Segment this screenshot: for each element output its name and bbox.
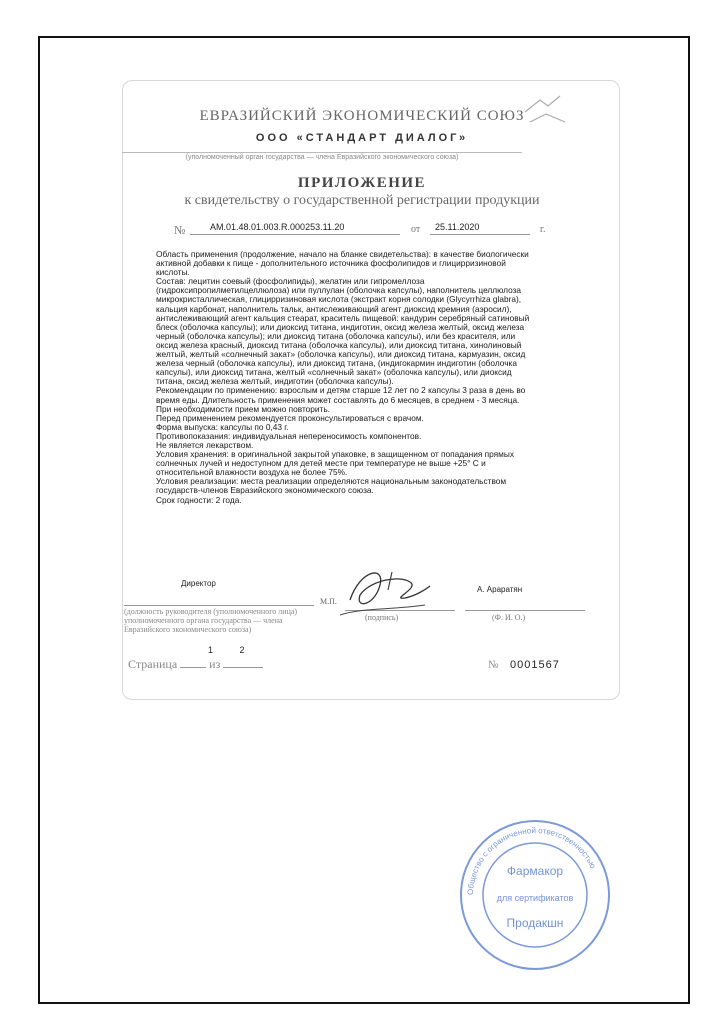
body-paragraph: Перед применением рекомендуется проконсультироваться с врачом. — [156, 412, 424, 423]
svg-text:Общество с ограниченной ответс — [466, 826, 598, 895]
organization-underline — [122, 152, 522, 153]
page-of-label: из — [209, 657, 221, 671]
page-current-blank — [180, 667, 206, 668]
body-paragraph: Не является лекарством. — [156, 439, 254, 450]
position-underline — [124, 605, 314, 606]
signature-caption: (подпись) — [365, 613, 399, 622]
round-seal-stamp — [455, 815, 615, 975]
stamp-ring-text: Общество с ограниченной ответственностью — [465, 825, 598, 896]
signer-name: А. Араратян — [477, 585, 523, 594]
date-prefix: от — [411, 224, 421, 235]
page-label: Страница — [128, 657, 178, 671]
organization-name: ООО «СТАНДАРТ ДИАЛОГ» — [255, 132, 469, 144]
name-underline — [465, 610, 585, 611]
position-caption: (должность руководителя (уполномоченного лица) уполномоченного органа государства — члена Евразийского экономического союза) — [124, 607, 298, 634]
seal-place-label: М.П. — [320, 597, 337, 606]
union-heading: ЕВРАЗИЙСКИЙ ЭКОНОМИЧЕСКИЙ СОЮЗ — [199, 108, 525, 124]
registration-number: AM.01.48.01.003.R.000253.11.20 — [210, 222, 345, 232]
date-underline — [430, 234, 530, 235]
document-subtitle: к свидетельству о государственной регистрации продукции — [184, 193, 540, 208]
registration-date: 25.11.2020 — [435, 222, 480, 232]
stamp-center-bottom: Продакшн — [506, 916, 564, 930]
page-current: 1 — [208, 645, 214, 655]
number-sign: № — [174, 223, 186, 237]
name-caption: (Ф. И. О.) — [492, 613, 526, 622]
stamp-center-top: Фармакор — [506, 864, 564, 878]
body-paragraph: Форма выпуска: капсулы по 0,43 г. — [156, 421, 289, 432]
appendix-body — [156, 250, 536, 505]
handwritten-signature — [330, 560, 440, 625]
body-paragraph: Срок годности: 2 года. — [156, 494, 242, 505]
organization-caption: (уполномоченный орган государства — члена Евразийского экономического союза) — [185, 154, 459, 161]
body-paragraph: Условия хранения: в оригинальной закрытой упаковке, в защищенном от попадания прямых солнечных лучей и недоступном для детей месте при температуре не выше +25° С и относительной влажности воздуха не более 75%. — [156, 449, 514, 478]
body-paragraph: Рекомендации по применению: взрослым и детям старше 12 лет по 2 капсулы 3 раза в день во время еды. Длительность применения может составлять до 6 месяцев, в среднем - 3 месяца. При необходимости прием можно повторить. — [156, 385, 526, 414]
body-paragraph: Противопоказания: индивидуальная непереносимость компонентов. — [156, 430, 422, 441]
serial-number: 0001567 — [510, 659, 560, 671]
body-paragraph: Условия реализации: места реализации определяются национальным законодательством государств-членов Евразийского экономического союза. — [156, 476, 507, 496]
page-numbers — [208, 645, 269, 655]
page-total-blank — [223, 667, 263, 668]
year-suffix: г. — [540, 224, 546, 235]
number-underline — [190, 234, 400, 235]
body-paragraph: Состав: лецитин соевый (фосфолипиды), желатин или гипромеллоза (гидроксипропилметилцеллюлоза) или пуллулан (оболочка капсулы), наполнитель целлюлоза микрокристаллическая, глицирризиновая кислота (экстракт корня солодки (Glycyrrhiza glabra), кальция карбонат, наполнитель тальк, антислеживающий агент диоксид кремния (аэросил), антислеживающий агент кальция стеарат, краситель пищевой: кандурин серебряный сатиновый блеск (оболочка капсулы); или диоксид титана, индиготин, оксид железа желтый, оксид железа черный (оболочка капсулы); или диоксид титана (оболочка капсулы), или без красителя, или оксид железа красный, диоксид титана (оболочка капсулы), или диоксид титана, хинолиновый желтый, желтый «солнечный закат» (оболочка капсулы), или диоксид титана, кармуазин, оксид железа черный (оболочка капсулы), или диоксид титана, (индигокармин индиготин (оболочка капсулы), или диоксид титана, желтый «солнечный закат» (оболочка капсулы), или диоксид титана, оксид железа желтый, индиготин (оболочка капсулы). — [156, 276, 530, 387]
stamp-center-mid: для сертификатов — [496, 893, 574, 903]
page-total: 2 — [239, 645, 245, 655]
body-paragraph: Область применения (продолжение, начало на бланке свидетельства): в качестве биологически активной добавки к пище - дополнительного источника фосфолипидов и глицирризиновой кислоты. — [156, 249, 529, 278]
signer-position: Директор — [181, 579, 216, 588]
serial-sign: № — [488, 659, 499, 671]
page-indicator — [128, 657, 263, 672]
document-title: ПРИЛОЖЕНИЕ — [297, 175, 427, 191]
